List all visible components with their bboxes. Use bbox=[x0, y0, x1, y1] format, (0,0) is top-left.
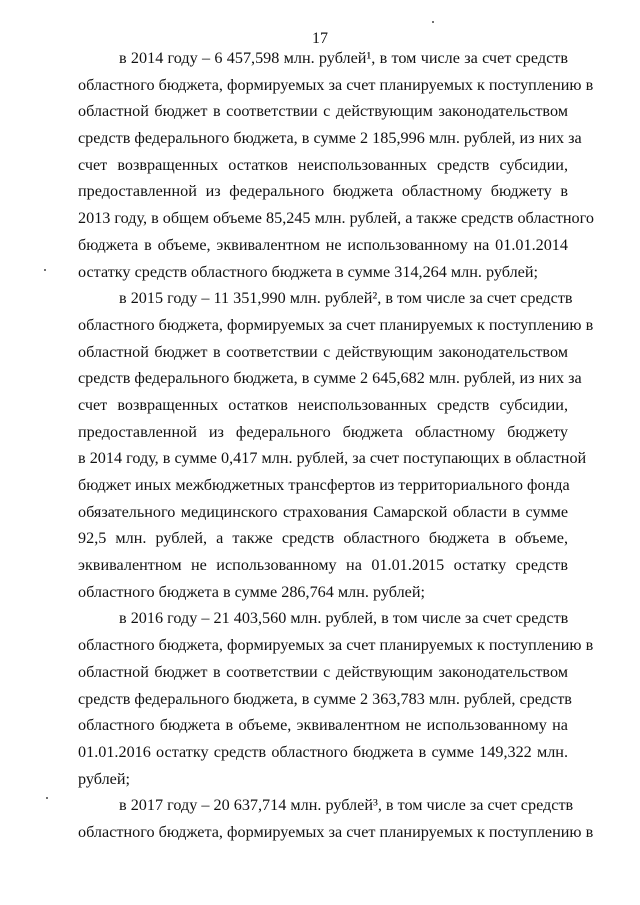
text-line: областного бюджета, формируемых за счет планируемых к поступлению в bbox=[78, 75, 594, 94]
text-line: предоставленной из федерального бюджета областному бюджету в bbox=[78, 182, 568, 201]
scan-speck bbox=[46, 797, 48, 799]
text-line: в 2017 году – 20 637,714 млн. рублей³, в том числе за счет средств bbox=[119, 796, 574, 815]
text-line: в 2015 году – 11 351,990 млн. рублей², в том числе за счет средств bbox=[119, 289, 573, 308]
text-line: 01.01.2016 остатку средств областного бюджета в сумме 149,322 млн. bbox=[78, 742, 568, 761]
scan-speck bbox=[432, 21, 434, 23]
text-line: остатку средств областного бюджета в сумме 314,264 млн. рублей; bbox=[78, 262, 538, 281]
text-line: в 2014 году, в сумме 0,417 млн. рублей, за счет поступающих в областной bbox=[78, 449, 587, 468]
text-line: рублей; bbox=[78, 769, 131, 788]
text-line: областного бюджета, формируемых за счет планируемых к поступлению в bbox=[78, 636, 594, 655]
text-line: средств федерального бюджета, в сумме 2 645,682 млн. рублей, из них за bbox=[78, 369, 582, 388]
document-body bbox=[78, 45, 594, 846]
text-line: областной бюджет в соответствии с действующим законодательством bbox=[78, 102, 568, 121]
paragraph bbox=[78, 285, 594, 605]
scan-speck bbox=[44, 269, 46, 271]
text-line: предоставленной из федерального бюджета областному бюджету bbox=[78, 422, 568, 441]
page-number: 17 bbox=[312, 30, 328, 47]
text-line: средств федерального бюджета, в сумме 2 185,996 млн. рублей, из них за bbox=[78, 129, 582, 148]
text-line: областного бюджета, формируемых за счет планируемых к поступлению в bbox=[78, 822, 594, 841]
text-line: областного бюджета, формируемых за счет планируемых к поступлению в bbox=[78, 315, 594, 334]
text-line: в 2016 году – 21 403,560 млн. рублей, в том числе за счет средств bbox=[119, 609, 569, 628]
paragraph bbox=[78, 45, 594, 285]
text-line: областного бюджета в сумме 286,764 млн. рублей; bbox=[78, 582, 425, 601]
paragraph bbox=[78, 605, 594, 792]
paragraph bbox=[78, 792, 594, 845]
text-line: счет возвращенных остатков неиспользованных средств субсидии, bbox=[78, 155, 568, 174]
text-line: 92,5 млн. рублей, а также средств областного бюджета в объеме, bbox=[78, 529, 568, 548]
text-line: средств федерального бюджета, в сумме 2 363,783 млн. рублей, средств bbox=[78, 689, 572, 708]
text-line: областного бюджета в объеме, эквивалентном не использованному на bbox=[78, 716, 568, 735]
text-line: в 2014 году – 6 457,598 млн. рублей¹, в том числе за счет средств bbox=[119, 49, 568, 67]
text-line: бюджет иных межбюджетных трансфертов из территориального фонда bbox=[78, 476, 570, 494]
text-line: 2013 году, в общем объеме 85,245 млн. рублей, а также средств областного bbox=[78, 209, 594, 228]
text-line: счет возвращенных остатков неиспользованных средств субсидии, bbox=[78, 395, 568, 414]
text-line: обязательного медицинского страхования Самарской области в сумме bbox=[78, 502, 568, 521]
text-line: эквивалентном не использованному на 01.01.2015 остатку средств bbox=[78, 556, 568, 575]
text-line: областной бюджет в соответствии с действующим законодательством bbox=[78, 662, 568, 681]
text-line: областной бюджет в соответствии с действующим законодательством bbox=[78, 342, 568, 361]
text-line: бюджета в объеме, эквивалентном не использованному на 01.01.2014 bbox=[78, 235, 568, 254]
